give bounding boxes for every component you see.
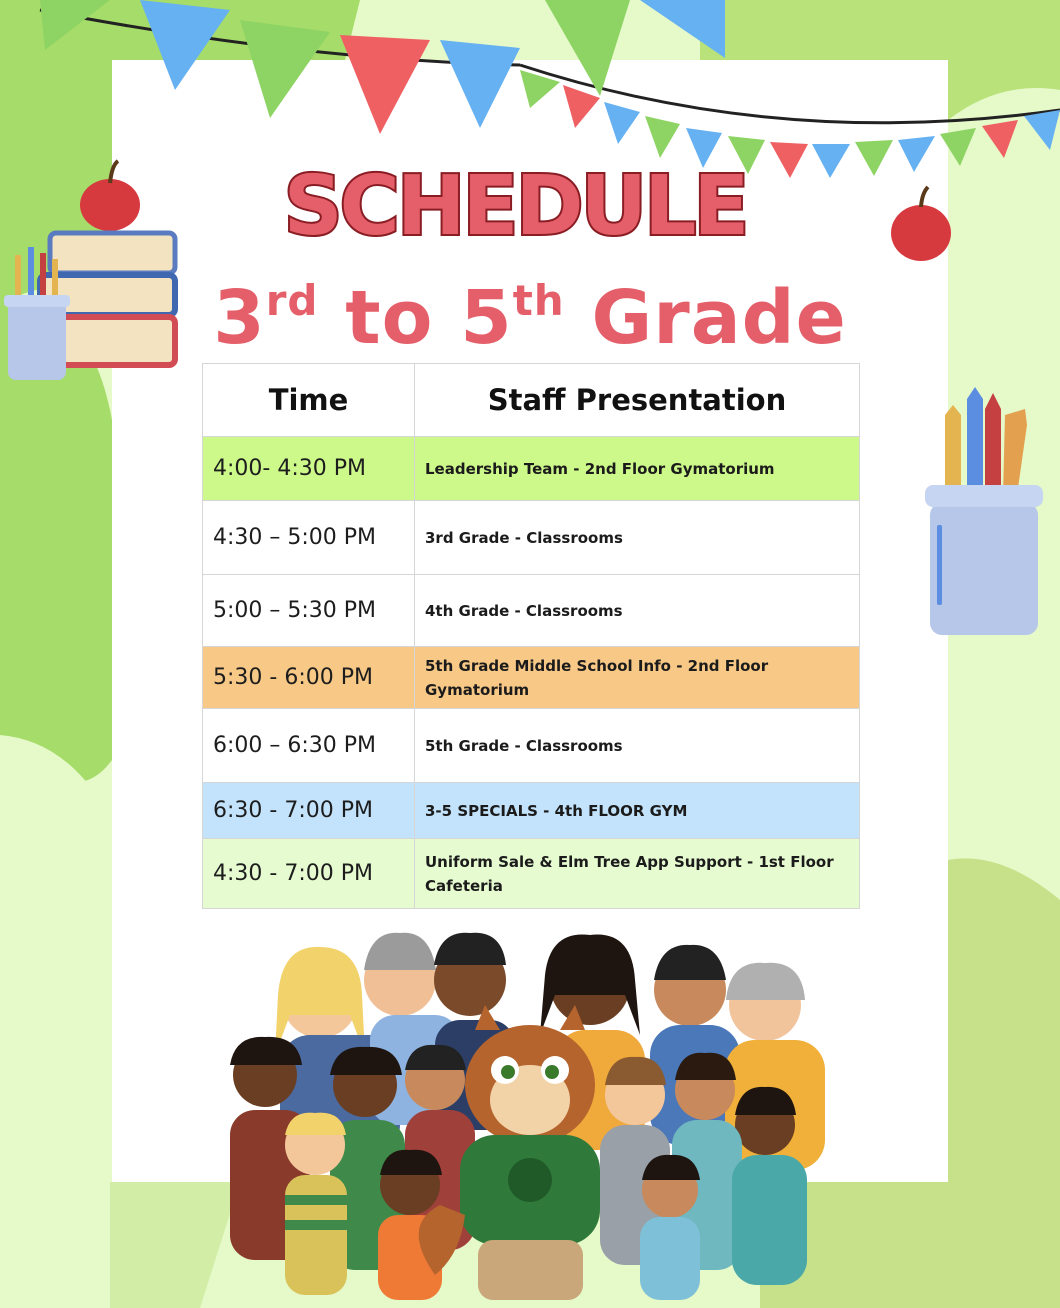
time-cell: 6:00 – 6:30 PM — [203, 709, 415, 783]
grade-middle-sup: th — [512, 276, 565, 325]
schedule-table — [202, 363, 860, 909]
grade-middle: to 5 — [318, 275, 513, 361]
grade-prefix-sup: rd — [265, 276, 319, 325]
presentation-cell: Uniform Sale & Elm Tree App Support - 1st Floor Cafeteria — [415, 839, 860, 909]
pencil-jar-icon — [925, 385, 1045, 640]
time-cell: 5:30 - 6:00 PM — [203, 647, 415, 709]
presentation-cell: Leadership Team - 2nd Floor Gymatorium — [415, 437, 860, 501]
presentation-cell: 4th Grade - Classrooms — [415, 575, 860, 647]
grade-prefix: 3 — [213, 275, 266, 361]
time-cell: 4:30 - 7:00 PM — [203, 839, 415, 909]
schedule-row — [203, 647, 860, 709]
time-cell: 5:00 – 5:30 PM — [203, 575, 415, 647]
time-cell: 6:30 - 7:00 PM — [203, 783, 415, 839]
schedule-row — [203, 575, 860, 647]
schedule-title — [112, 158, 948, 248]
presentation-cell: 5th Grade Middle School Info - 2nd Floor Gymatorium — [415, 647, 860, 709]
time-cell: 4:00- 4:30 PM — [203, 437, 415, 501]
schedule-row — [203, 437, 860, 501]
staff-and-students-illustration — [220, 925, 840, 1300]
grade-suffix: Grade — [564, 275, 847, 361]
time-column-header: Time — [203, 364, 415, 437]
presentation-cell: 3rd Grade - Classrooms — [415, 501, 860, 575]
schedule-row — [203, 783, 860, 839]
schedule-row — [203, 501, 860, 575]
table-header-row — [203, 364, 860, 437]
schedule-row — [203, 709, 860, 783]
presentation-cell: 3-5 SPECIALS - 4th FLOOR GYM — [415, 783, 860, 839]
presentation-cell: 5th Grade - Classrooms — [415, 709, 860, 783]
schedule-title-text: SCHEDULE — [283, 159, 747, 248]
grade-range-title — [112, 268, 948, 368]
presentation-column-header: Staff Presentation — [415, 364, 860, 437]
schedule-row — [203, 839, 860, 909]
time-cell: 4:30 – 5:00 PM — [203, 501, 415, 575]
schedule-table-body — [203, 437, 860, 909]
